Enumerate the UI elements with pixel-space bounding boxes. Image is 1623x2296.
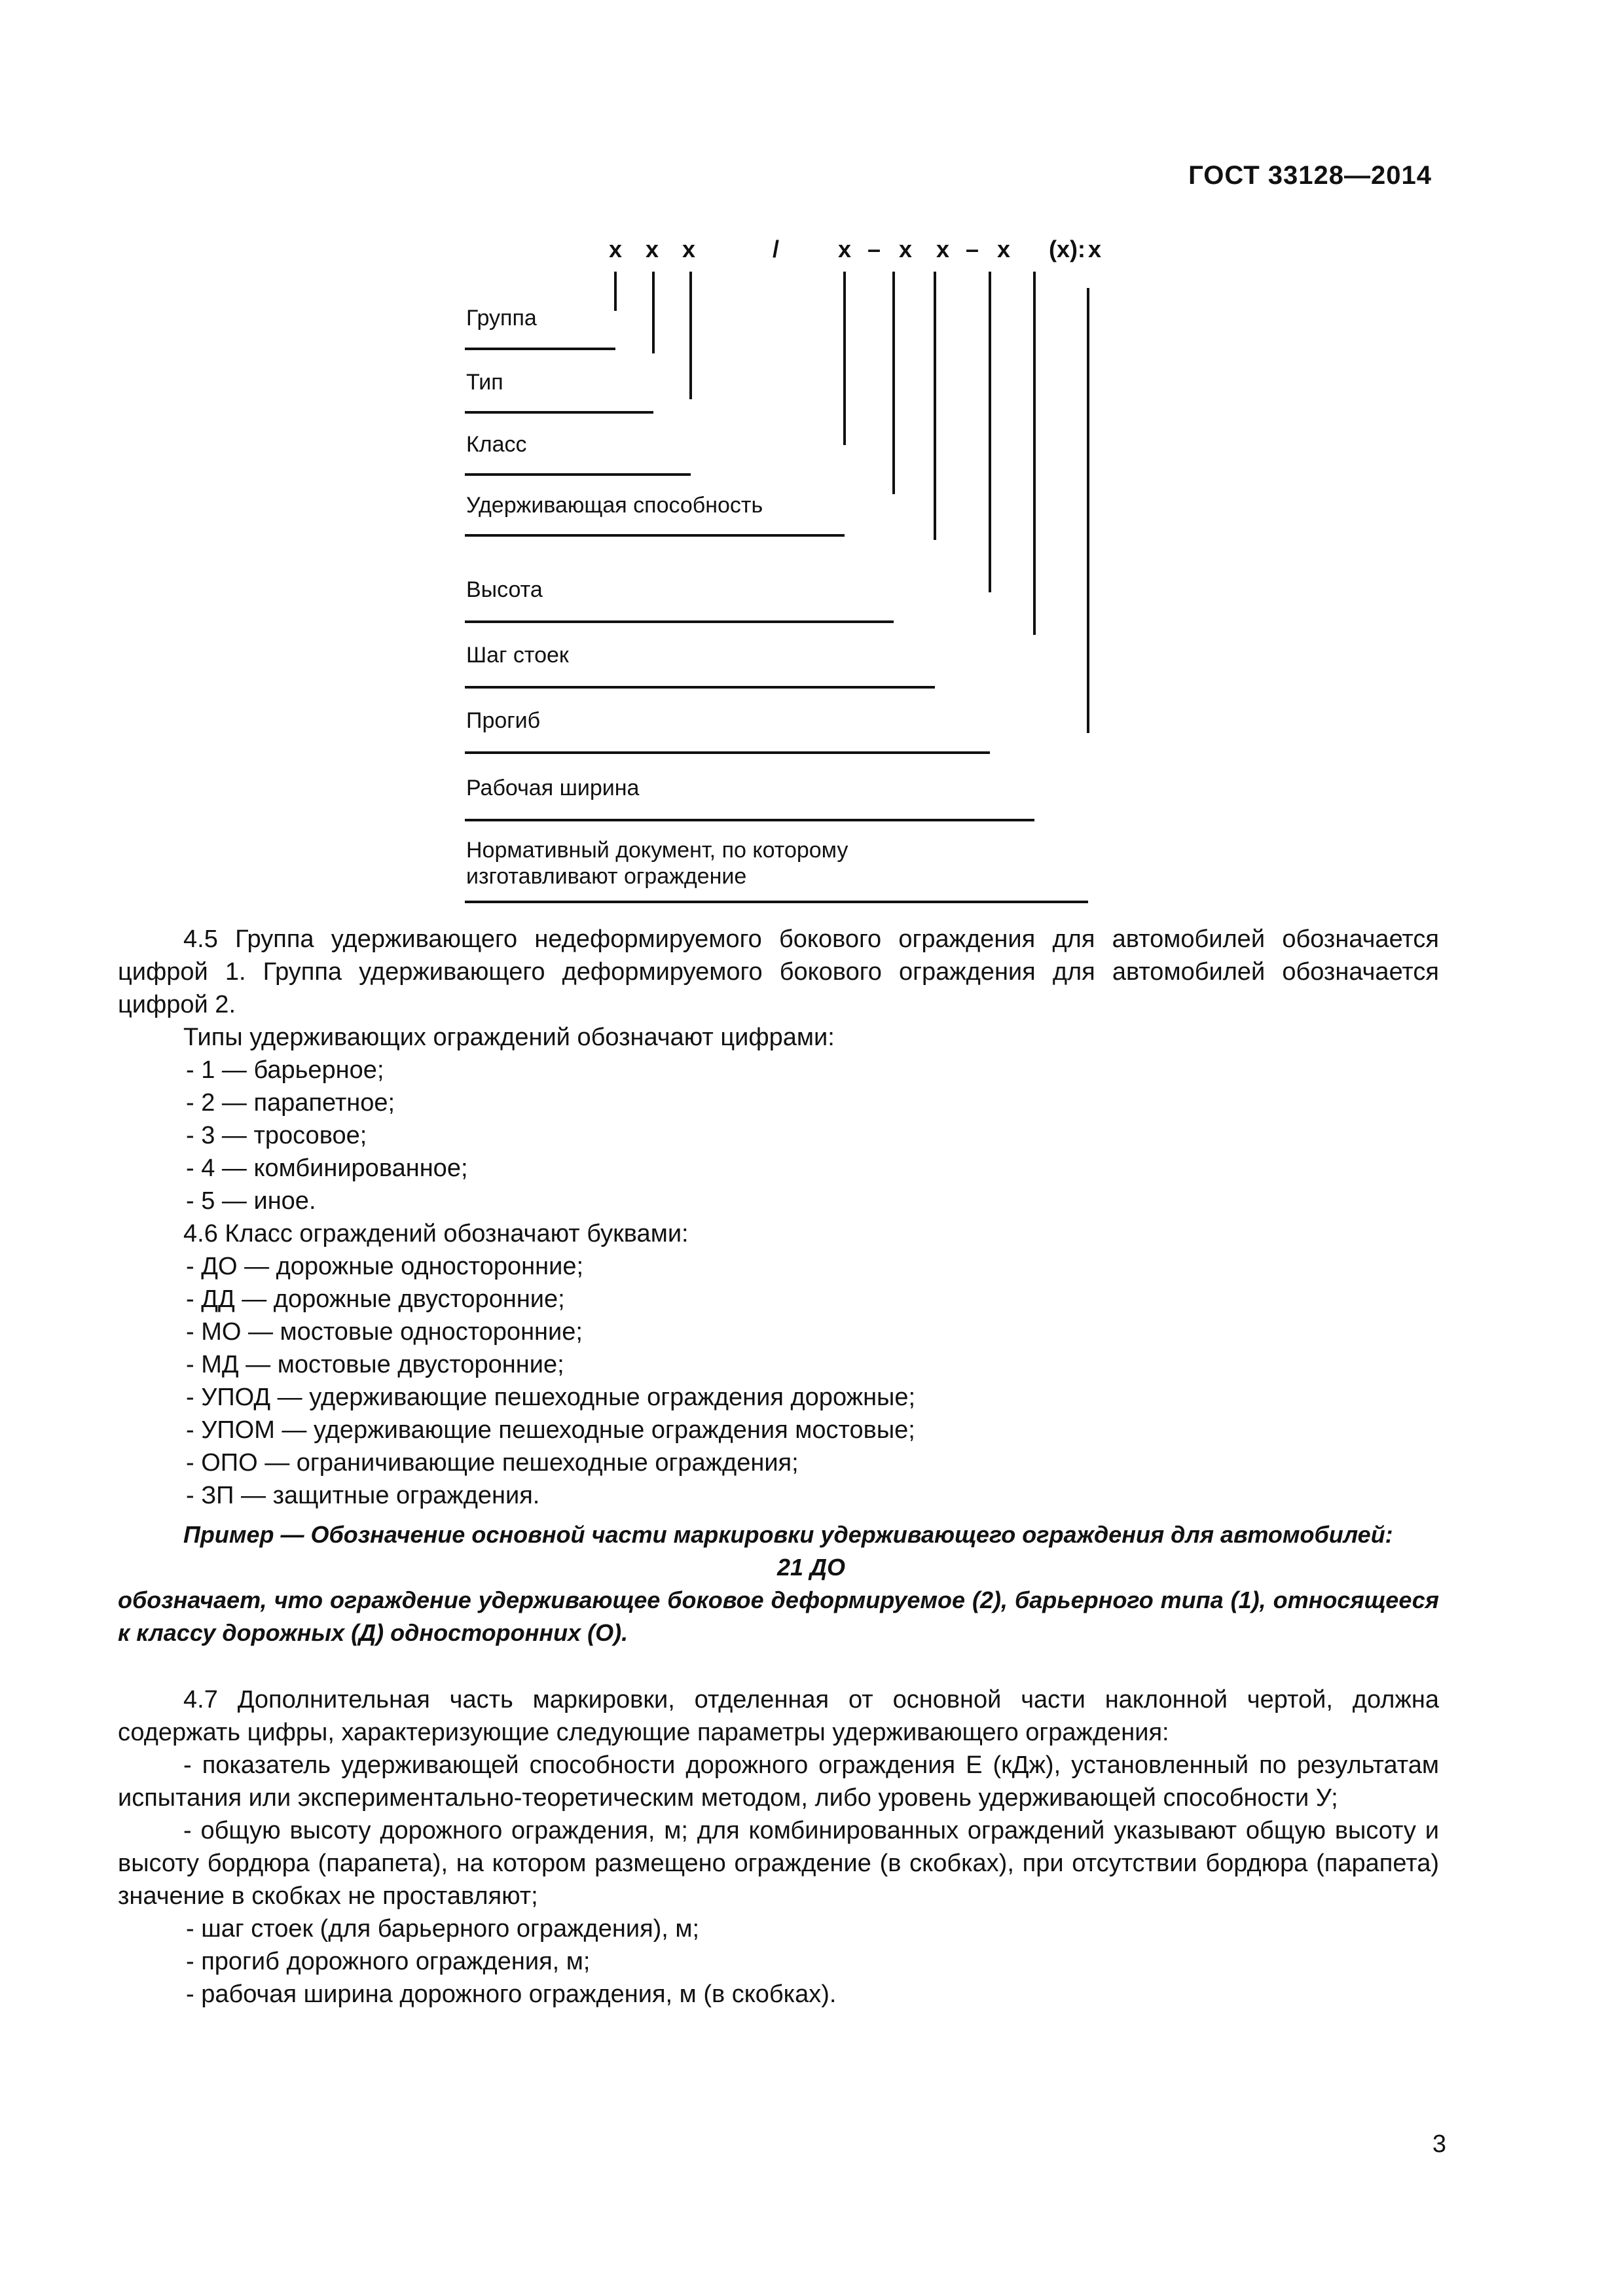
param-item: - общую высоту дорожного ограждения, м; для комбинированных ограждений указывают общую высоту и высоту бордюра (парапета), на котором размещено ограждение (в скобках), при отсутствии бордюра (парапета) значение в скобках не проставляют; xyxy=(118,1817,1439,1910)
marking-connector-lines xyxy=(465,272,1088,902)
template-symbol: x xyxy=(898,236,913,262)
template-symbol: – xyxy=(867,236,881,262)
example-title: Пример — Обозначение основной части маркировки удерживающего ограждения для автомобилей: xyxy=(183,1521,1393,1548)
list-item: - УПОД — удерживающие пешеходные ограждения дорожные; xyxy=(186,1384,916,1411)
marking-label: Класс xyxy=(466,432,527,457)
paragraph-4-7: 4.7 Дополнительная часть маркировки, отделенная от основной части наклонной чертой, должна содержать цифры, характеризующие следующие параметры удерживающего ограждения: xyxy=(118,1686,1439,1746)
marking-label: Удерживающая способность xyxy=(466,493,763,518)
paragraph-4-5: 4.5 Группа удерживающего недеформируемого бокового ограждения для автомобилей обозначается цифрой 1. Группа удерживающего деформируемого бокового ограждения для автомобилей обозначается цифрой 2. xyxy=(118,925,1439,1018)
param-item: - показатель удерживающей способности дорожного ограждения Е (кДж), установленный по результатам испытания или экспериментально-теоретическим методом, либо уровень удерживающей способности У; xyxy=(118,1751,1439,1812)
list-item: - 2 — парапетное; xyxy=(186,1089,395,1117)
template-symbol: x xyxy=(837,236,852,262)
template-symbol: (x): xyxy=(1049,236,1085,262)
template-symbol: x xyxy=(682,236,696,262)
marking-scheme-diagram xyxy=(0,0,1623,929)
template-symbol: x xyxy=(996,236,1011,262)
list-item: - 5 — иное. xyxy=(186,1187,316,1215)
marking-label: Высота xyxy=(466,577,543,602)
types-intro: Типы удерживающих ограждений обозначают цифрами: xyxy=(183,1024,835,1051)
template-symbol: x xyxy=(608,236,623,262)
page-number: 3 xyxy=(1432,2130,1446,2158)
marking-template-row xyxy=(609,236,1101,262)
marking-label: Нормативный документ, по которому xyxy=(466,838,848,863)
list-item: - 4 — комбинированное; xyxy=(186,1155,468,1182)
list-item: - ЗП — защитные ограждения. xyxy=(186,1482,540,1509)
marking-label: Прогиб xyxy=(466,708,541,733)
list-item: - МО — мостовые односторонние; xyxy=(186,1318,583,1346)
list-item: - 1 — барьерное; xyxy=(186,1056,384,1084)
list-item: - ДО — дорожные односторонние; xyxy=(186,1253,584,1280)
marking-labels xyxy=(466,306,848,889)
paragraph-4-6: 4.6 Класс ограждений обозначают буквами: xyxy=(183,1220,689,1247)
list-item: - МД — мостовые двусторонние; xyxy=(186,1351,564,1378)
list-item: - ОПО — ограничивающие пешеходные ограждения; xyxy=(186,1449,799,1477)
example-code: 21 ДО xyxy=(776,1554,846,1581)
param-item: - шаг стоек (для барьерного ограждения), м; xyxy=(186,1915,700,1943)
marking-label: изготавливают ограждение xyxy=(466,864,747,889)
template-symbol: – xyxy=(965,236,979,262)
param-item: - прогиб дорожного ограждения, м; xyxy=(186,1948,591,1975)
template-symbol: / xyxy=(772,236,780,262)
marking-label: Шаг стоек xyxy=(466,643,569,668)
param-item: - рабочая ширина дорожного ограждения, м (в скобках). xyxy=(186,1981,837,2008)
list-item: - ДД — дорожные двусторонние; xyxy=(186,1285,565,1313)
marking-label: Рабочая ширина xyxy=(466,776,640,800)
example-description: обозначает, что ограждение удерживающее боковое деформируемое (2), барьерного типа (1), относящееся к классу дорожных (Д) односторонних (О). xyxy=(118,1587,1439,1646)
document-header-standard: ГОСТ 33128—2014 xyxy=(1188,161,1432,190)
template-symbol: x xyxy=(936,236,950,262)
list-item: - УПОМ — удерживающие пешеходные ограждения мостовые; xyxy=(186,1416,915,1444)
marking-label: Тип xyxy=(466,370,503,395)
list-item: - 3 — тросовое; xyxy=(186,1122,367,1149)
main-text xyxy=(118,923,1439,2011)
template-symbol: x xyxy=(1087,236,1102,262)
marking-label: Группа xyxy=(466,306,537,331)
template-symbol: x xyxy=(645,236,659,262)
